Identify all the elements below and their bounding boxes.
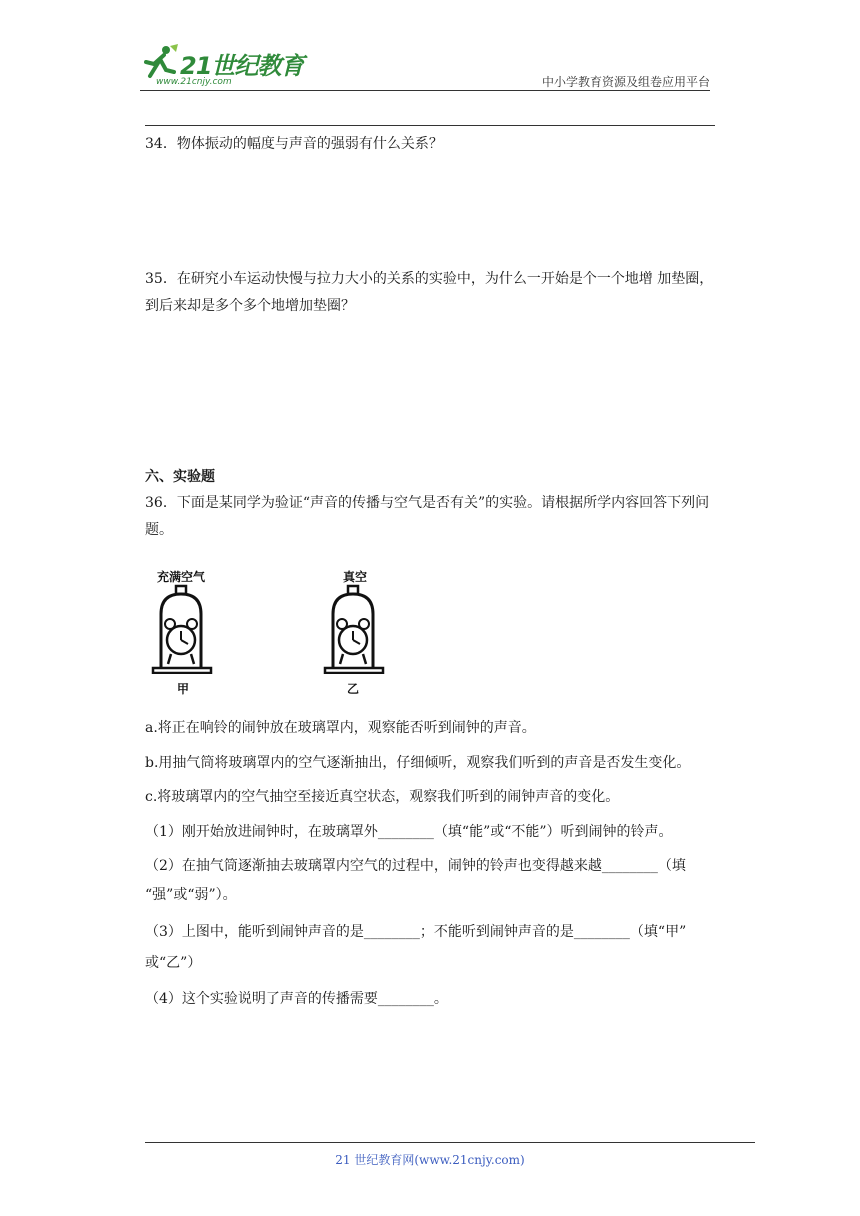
site-logo xyxy=(140,44,310,94)
subquestion-3: （3）上图中，能听到闹钟声音的是________；不能听到闹钟声音的是________（填“甲” xyxy=(145,924,687,940)
step-b: b.用抽气筒将玻璃罩内的空气逐渐抽出，仔细倾听，观察我们听到的声音是否发生变化。 xyxy=(145,755,691,771)
subquestion-3-cont: 或“乙”） xyxy=(145,955,202,971)
subquestion-1: （1）刚开始放进闹钟时，在玻璃罩外________（填“能”或“不能”）听到闹钟的铃声。 xyxy=(145,824,673,840)
subquestion-2: （2）在抽气筒逐渐抽去玻璃罩内空气的过程中，闹钟的铃声也变得越来越________（填 xyxy=(145,858,686,874)
subquestion-4: （4）这个实验说明了声音的传播需要________。 xyxy=(145,991,448,1007)
experiment-figure xyxy=(145,562,405,702)
label-jia: 甲 xyxy=(177,682,190,696)
label-vacuum: 真空 xyxy=(343,570,368,584)
vacuum-jar-alarm-clock-icon xyxy=(317,584,397,674)
question-35: 35．在研究小车运动快慢与拉力大小的关系的实验中，为什么一开始是个一个地增 加垫圈，到后来却是多个多个地增加垫圈？ xyxy=(145,271,714,314)
step-c: c.将玻璃罩内的空气抽空至接近真空状态，观察我们听到的闹钟声音的变化。 xyxy=(145,789,620,805)
question-34: 34．物体振动的幅度与声音的强弱有什么关系？ xyxy=(145,136,443,152)
subquestion-2-cont: “强”或“弱”）。 xyxy=(145,887,237,903)
bell-jar-alarm-clock-icon xyxy=(145,584,225,674)
section-heading: 六、实验题 xyxy=(145,469,215,485)
runner-logo-icon xyxy=(140,44,180,80)
platform-label: 中小学教育资源及组卷应用平台 xyxy=(541,75,710,89)
header-divider xyxy=(140,90,710,91)
logo-text: 21世纪教育 xyxy=(180,52,304,80)
step-a: a.将正在响铃的闹钟放在玻璃罩内，观察能否听到闹钟的声音。 xyxy=(145,720,536,736)
footer-text: 21 世纪教育网(www.21cnjy.com) xyxy=(335,1153,525,1167)
label-full-air: 充满空气 xyxy=(157,570,206,584)
logo-url: www.21cnjy.com xyxy=(156,77,232,87)
label-yi: 乙 xyxy=(347,682,360,696)
top-rule xyxy=(145,125,715,126)
footer-divider xyxy=(145,1142,755,1143)
question-36: 36．下面是某同学为验证“声音的传播与空气是否有关”的实验。请根据所学内容回答下列问题。 xyxy=(145,495,710,538)
